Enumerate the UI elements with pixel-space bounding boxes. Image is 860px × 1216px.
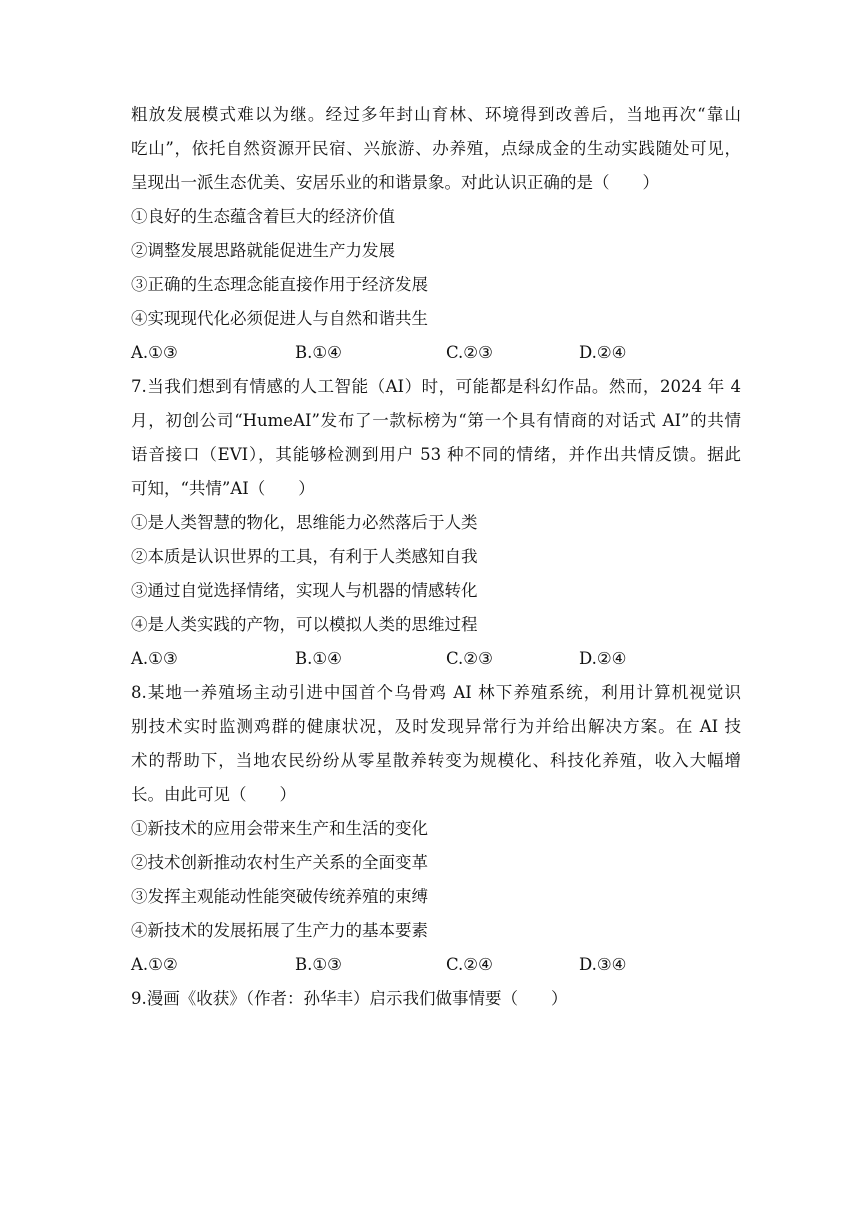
q7-option-c: C.②③ <box>446 649 493 668</box>
q8-option-b: B.①③ <box>295 955 342 974</box>
q8-option-c: C.②④ <box>446 955 493 974</box>
q8-statement-1: ①新技术的应用会带来生产和生活的变化 <box>131 819 428 838</box>
q7-statement-1: ①是人类智慧的物化，思维能力必然落后于人类 <box>131 513 478 532</box>
q8-statement-2: ②技术创新推动农村生产关系的全面变革 <box>131 853 428 872</box>
q6-option-d: D.②④ <box>579 343 627 362</box>
q6-statement-2: ②调整发展思路就能促进生产力发展 <box>131 241 395 260</box>
q6-stem-line-1: 粗放发展模式难以为继。经过多年封山育林、环境得到改善后，当地再次“靠山 <box>131 105 741 124</box>
q6-statement-1: ①良好的生态蕴含着巨大的经济价值 <box>131 207 395 226</box>
q7-option-b: B.①④ <box>295 649 342 668</box>
q8-stem-line-3: 术的帮助下，当地农民纷纷从零星散养转变为规模化、科技化养殖，收入大幅增 <box>131 751 741 770</box>
q7-stem-line-3: 语音接口（EVI），其能够检测到用户 53 种不同的情绪，并作出共情反馈。据此 <box>131 445 741 464</box>
q8-statement-3: ③发挥主观能动性能突破传统养殖的束缚 <box>131 887 428 906</box>
q8-stem-line-2: 别技术实时监测鸡群的健康状况，及时发现异常行为并给出解决方案。在 AI 技 <box>131 717 741 736</box>
q6-statement-4: ④实现现代化必须促进人与自然和谐共生 <box>131 309 428 328</box>
q6-option-b: B.①④ <box>295 343 342 362</box>
q7-stem-line-1: 7.当我们想到有情感的人工智能（AI）时，可能都是科幻作品。然而，2024 年 4 <box>131 377 741 396</box>
q9-stem-line-1: 9.漫画《收获》（作者：孙华丰）启示我们做事情要（ ） <box>131 989 568 1008</box>
q7-option-d: D.②④ <box>579 649 627 668</box>
q7-stem-line-4: 可知，“共情”AI（ ） <box>131 479 315 498</box>
q6-stem-line-2: 吃山”，依托自然资源开民宿、兴旅游、办养殖，点绿成金的生动实践随处可见， <box>131 139 741 158</box>
q7-statement-3: ③通过自觉选择情绪，实现人与机器的情感转化 <box>131 581 478 600</box>
q8-option-a: A.①② <box>131 955 178 974</box>
q6-option-a: A.①③ <box>131 343 178 362</box>
q6-statement-3: ③正确的生态理念能直接作用于经济发展 <box>131 275 428 294</box>
q6-option-c: C.②③ <box>446 343 493 362</box>
q8-stem-line-4: 长。由此可见（ ） <box>131 785 296 804</box>
q7-statement-4: ④是人类实践的产物，可以模拟人类的思维过程 <box>131 615 478 634</box>
q7-option-a: A.①③ <box>131 649 178 668</box>
q8-option-d: D.③④ <box>579 955 627 974</box>
q7-statement-2: ②本质是认识世界的工具，有利于人类感知自我 <box>131 547 478 566</box>
q8-statement-4: ④新技术的发展拓展了生产力的基本要素 <box>131 921 428 940</box>
q6-stem-line-3: 呈现出一派生态优美、安居乐业的和谐景象。对此认识正确的是（ ） <box>131 173 659 192</box>
q7-stem-line-2: 月，初创公司“HumeAI”发布了一款标榜为“第一个具有情商的对话式 AI”的共情 <box>131 411 741 430</box>
q8-stem-line-1: 8.某地一养殖场主动引进中国首个乌骨鸡 AI 林下养殖系统，利用计算机视觉识 <box>131 683 741 702</box>
